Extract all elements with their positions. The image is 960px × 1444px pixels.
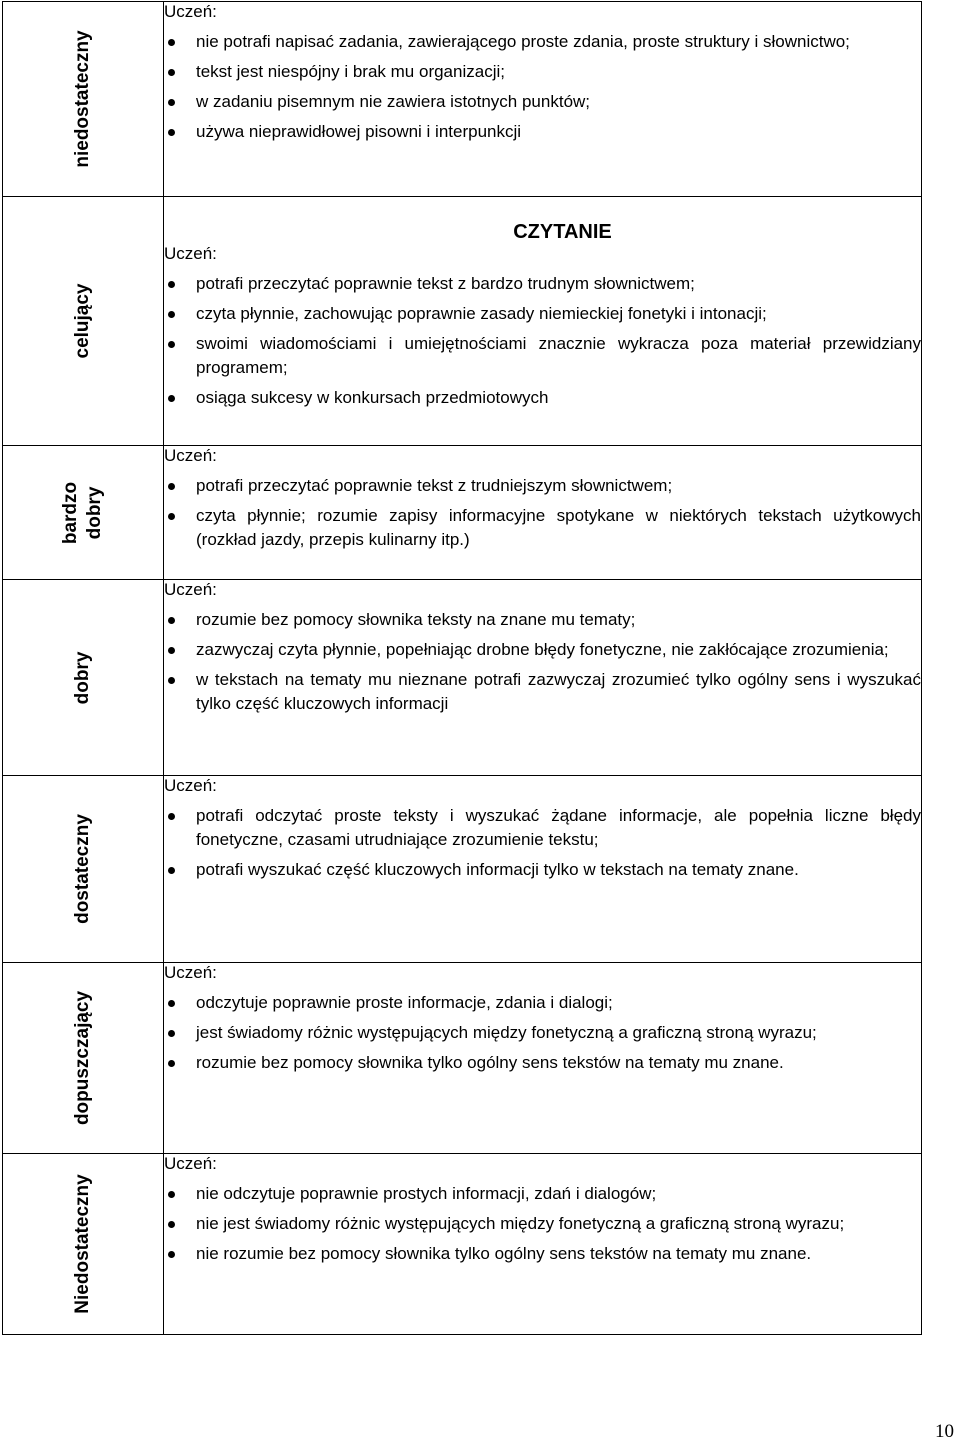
grade-row [3, 446, 922, 580]
student-lead: Uczeń: [164, 776, 217, 795]
criteria-text: swoimi wiadomościami i umiejętnościami znacznie wykracza poza materiał przewidziany programem; [196, 334, 921, 377]
bullet-icon [168, 513, 175, 520]
criteria-cell [164, 1154, 922, 1335]
grade-label [59, 481, 107, 543]
page-number: 10 [935, 1421, 954, 1442]
grade-cell [3, 963, 164, 1154]
grade-cell [3, 446, 164, 580]
grade-cell [3, 1154, 164, 1335]
criteria-list [164, 804, 921, 882]
criteria-text: osiąga sukcesy w konkursach przedmiotowych [196, 388, 549, 407]
bullet-icon [168, 281, 175, 288]
student-lead: Uczeń: [164, 2, 217, 21]
criteria-item [164, 504, 921, 552]
criteria-text: zazwyczaj czyta płynnie, popełniając drobne błędy fonetyczne, nie zakłócające zrozumienia; [196, 640, 889, 659]
bullet-icon [168, 1191, 175, 1198]
criteria-item [164, 120, 921, 144]
student-lead: Uczeń: [164, 446, 217, 465]
criteria-text: rozumie bez pomocy słownika teksty na znane mu tematy; [196, 610, 636, 629]
bullet-icon [168, 867, 175, 874]
bullet-icon [168, 69, 175, 76]
criteria-item [164, 858, 921, 882]
criteria-item [164, 386, 921, 410]
student-lead: Uczeń: [164, 244, 217, 263]
criteria-item [164, 272, 921, 296]
criteria-text: nie rozumie bez pomocy słownika tylko ogólny sens tekstów na tematy mu znane. [196, 1244, 812, 1263]
grade-row [3, 197, 922, 446]
grading-criteria-table [2, 1, 922, 1335]
bullet-icon [168, 483, 175, 490]
criteria-cell [164, 580, 922, 776]
student-lead: Uczeń: [164, 1154, 217, 1173]
criteria-list [164, 474, 921, 552]
criteria-item [164, 804, 921, 852]
grade-label-line: bardzo [60, 481, 81, 544]
criteria-cell [164, 197, 922, 446]
grade-row [3, 776, 922, 963]
criteria-text: nie potrafi napisać zadania, zawierającego proste zdania, proste struktury i słownictwo; [196, 32, 850, 51]
criteria-item [164, 60, 921, 84]
criteria-item [164, 1212, 921, 1236]
criteria-text: jest świadomy różnic występujących między fonetyczną a graficzną stroną wyrazu; [196, 1023, 817, 1042]
grade-label-line: dopuszczający [72, 990, 93, 1126]
criteria-item [164, 1021, 921, 1045]
bullet-icon [168, 1030, 175, 1037]
criteria-item [164, 668, 921, 716]
grade-label-line: dobry [72, 651, 93, 704]
criteria-text: potrafi przeczytać poprawnie tekst z bardzo trudnym słownictwem; [196, 274, 695, 293]
criteria-text: tekst jest niespójny i brak mu organizacji; [196, 62, 505, 81]
bullet-icon [168, 813, 175, 820]
criteria-item [164, 608, 921, 632]
bullet-icon [168, 1000, 175, 1007]
criteria-list [164, 991, 921, 1075]
grade-row [3, 580, 922, 776]
grade-label [71, 651, 95, 704]
bullet-icon [168, 39, 175, 46]
criteria-cell [164, 776, 922, 963]
bullet-icon [168, 129, 175, 136]
grade-label [71, 814, 95, 924]
student-lead: Uczeń: [164, 963, 217, 982]
criteria-text: potrafi wyszukać część kluczowych informacji tylko w tekstach na tematy znane. [196, 860, 799, 879]
criteria-cell [164, 2, 922, 197]
grade-row [3, 963, 922, 1154]
criteria-item [164, 1051, 921, 1075]
section-title: CZYTANIE [513, 221, 612, 243]
criteria-item [164, 474, 921, 498]
criteria-item [164, 302, 921, 326]
bullet-icon [168, 1221, 175, 1228]
criteria-text: w tekstach na tematy mu nieznane potrafi zazwyczaj zrozumieć tylko ogólny sens i wyszukać tylko część kluczowych informacji [196, 670, 921, 713]
bullet-icon [168, 1060, 175, 1067]
criteria-item [164, 90, 921, 114]
criteria-text: nie jest świadomy różnic występujących między fonetyczną a graficzną stroną wyrazu; [196, 1214, 845, 1233]
criteria-cell [164, 446, 922, 580]
criteria-text: odczytuje poprawnie proste informacje, zdania i dialogi; [196, 993, 613, 1012]
criteria-text: potrafi przeczytać poprawnie tekst z trudniejszym słownictwem; [196, 476, 673, 495]
criteria-text: rozumie bez pomocy słownika tylko ogólny sens tekstów na tematy mu znane. [196, 1053, 784, 1072]
criteria-item [164, 991, 921, 1015]
bullet-icon [168, 311, 175, 318]
student-lead: Uczeń: [164, 580, 217, 599]
grade-label-line: Niedostateczny [72, 1174, 93, 1314]
criteria-cell [164, 963, 922, 1154]
criteria-list [164, 272, 921, 410]
bullet-icon [168, 341, 175, 348]
bullet-icon [168, 647, 175, 654]
grade-cell [3, 2, 164, 197]
grade-label [71, 991, 95, 1125]
grade-cell [3, 776, 164, 963]
grade-label-line: celujący [72, 283, 93, 359]
grade-row [3, 1154, 922, 1335]
criteria-text: potrafi odczytać proste teksty i wyszukać żądane informacje, ale popełnia liczne błędy fonetyczne, czasami utrudniające zrozumienie tekstu; [196, 806, 921, 849]
grade-row [3, 2, 922, 197]
criteria-list [164, 30, 921, 144]
grade-label-line: dobry [84, 486, 105, 539]
grade-label [71, 30, 95, 167]
grade-cell [3, 580, 164, 776]
criteria-text: używa nieprawidłowej pisowni i interpunkcji [196, 122, 522, 141]
bullet-icon [168, 99, 175, 106]
bullet-icon [168, 395, 175, 402]
bullet-icon [168, 1251, 175, 1258]
criteria-item [164, 638, 921, 662]
grade-cell [3, 197, 164, 446]
criteria-item [164, 1242, 921, 1266]
grade-label-line: dostateczny [72, 814, 93, 924]
criteria-list [164, 608, 921, 716]
criteria-text: nie odczytuje poprawnie prostych informacji, zdań i dialogów; [196, 1184, 657, 1203]
criteria-item [164, 30, 921, 54]
grade-label [71, 284, 95, 359]
criteria-item [164, 1182, 921, 1206]
criteria-text: czyta płynnie, zachowując poprawnie zasady niemieckiej fonetyki i intonacji; [196, 304, 767, 323]
grade-label [71, 1174, 95, 1313]
criteria-item [164, 332, 921, 380]
criteria-list [164, 1182, 921, 1266]
grade-label-line: niedostateczny [72, 30, 93, 168]
bullet-icon [168, 617, 175, 624]
criteria-text: w zadaniu pisemnym nie zawiera istotnych punktów; [196, 92, 591, 111]
bullet-icon [168, 677, 175, 684]
criteria-text: czyta płynnie; rozumie zapisy informacyjne spotykane w niektórych tekstach użytkowych (rozkład jazdy, przepis kulinarny itp.) [196, 506, 921, 549]
